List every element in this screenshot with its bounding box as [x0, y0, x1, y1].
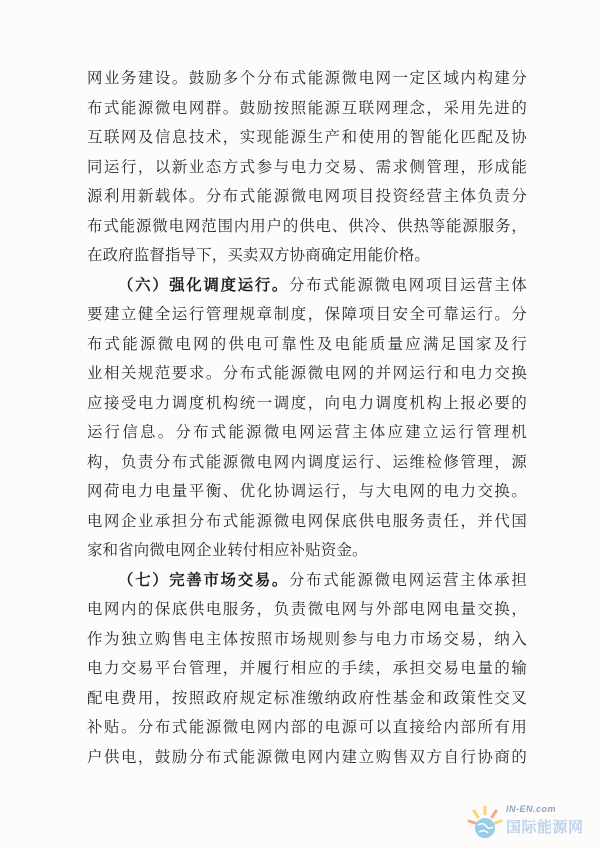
text-line: 互联网及信息技术，实现能源生产和使用的智能化匹配及协: [87, 128, 527, 146]
section-6-first-line-text: 分布式能源微电网项目运营主体: [289, 275, 527, 294]
text-line: 布式能源微电网群。鼓励按照能源互联网理念，采用先进的: [87, 98, 527, 117]
watermark: [466, 800, 594, 844]
text-line: 网荷电力电量平衡、优化协调运行，与大电网的电力交换。: [87, 482, 527, 500]
watermark-site: IN-EN.com: [506, 804, 557, 814]
section-7-first-line: [87, 566, 527, 596]
section-6-first-line: [87, 271, 527, 301]
text-line: 构，负责分布式能源微电网内调度运行、运维检修管理，源: [87, 452, 527, 471]
text-line: 电力交易平台管理，并履行相应的手续，承担交易电量的输: [87, 659, 527, 677]
text-line: 补贴。分布式能源微电网内部的电源可以直接给内部所有用: [87, 718, 527, 736]
text-line: 要建立健全运行管理规章制度，保障项目安全可靠运行。分: [87, 305, 527, 323]
text-line: 电网企业承担分布式能源微电网保底供电服务责任，并代国: [87, 511, 527, 530]
text-line: 在政府监督指导下，买卖双方协商确定用能价格。: [87, 246, 430, 264]
text-line: 网业务建设。鼓励多个分布式能源微电网一定区域内构建分: [87, 69, 527, 87]
text-line: 配电费用，按照政府规定标准缴纳政府性基金和政策性交叉: [87, 688, 527, 707]
text-line: 运行信息。分布式能源微电网运营主体应建立运行管理机: [87, 423, 527, 441]
section-7-first-line-text: 分布式能源微电网运营主体承担: [289, 570, 527, 589]
section-6-heading: （六）强化调度运行。: [118, 275, 290, 294]
watermark-name: 国际能源网: [506, 818, 584, 836]
text-line: 户供电，鼓励分布式能源微电网内建立购售双方自行协商的: [87, 747, 527, 766]
text-line: 布式能源微电网范围内用户的供电、供冷、供热等能源服务，: [87, 216, 527, 235]
text-line: 业相关规范要求。分布式能源微电网的并网运行和电力交换: [87, 364, 527, 382]
text-line: 同运行，以新业态方式参与电力交易、需求侧管理，形成能: [87, 157, 527, 176]
text-line: 作为独立购售电主体按照市场规则参与电力市场交易，纳入: [87, 629, 527, 648]
sun-globe-logo-icon: [466, 804, 504, 842]
text-line: 应接受电力调度机构统一调度，向电力调度机构上报必要的: [87, 393, 527, 412]
text-line: 电网内的保底供电服务，负责微电网与外部电网电量交换，: [87, 600, 527, 618]
section-7-heading: （七）完善市场交易。: [118, 570, 290, 589]
document-body: [87, 64, 527, 772]
text-line: 布式能源微电网的供电可靠性及电能质量应满足国家及行: [87, 334, 527, 353]
text-line: 家和省向微电网企业转付相应补贴资金。: [87, 541, 368, 559]
text-line: 源利用新载体。分布式能源微电网项目投资经营主体负责分: [87, 187, 527, 205]
